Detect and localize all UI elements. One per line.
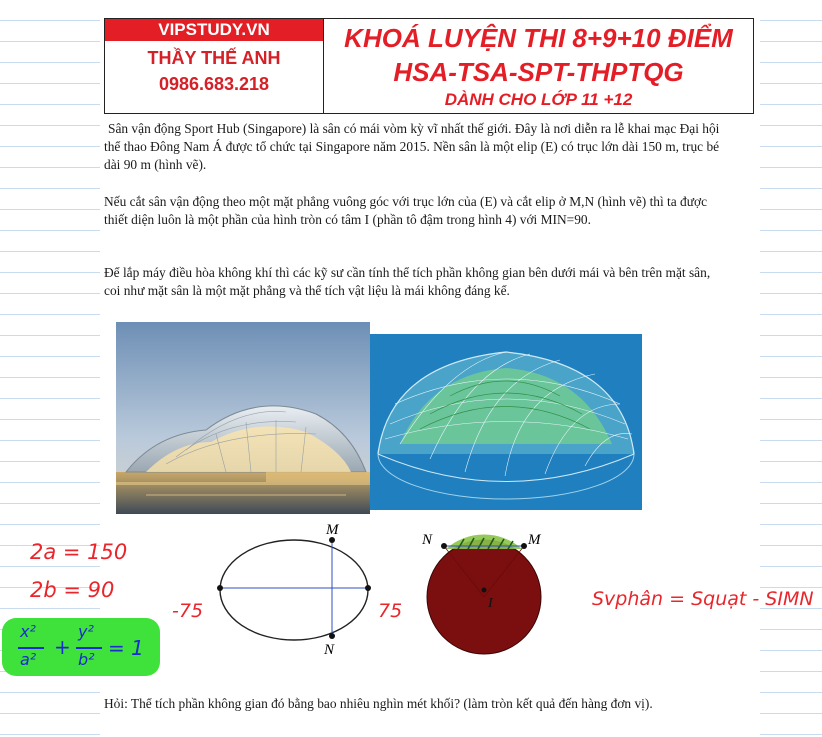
course-title: KHOÁ LUYỆN THI 8+9+10 ĐIỂM: [344, 23, 733, 53]
handwritten-minus-75: -75: [172, 600, 204, 622]
ellipse-figure: [206, 522, 386, 662]
course-exams: HSA-TSA-SPT-THPTQG: [393, 57, 684, 87]
eq-a2: a²: [20, 650, 37, 669]
phone-number: 0986.683.218: [158, 74, 270, 94]
circle-figure: [418, 524, 558, 664]
ellipse-label-n: N: [324, 642, 335, 658]
stadium-photo: [116, 322, 370, 514]
teacher-name: THẦY THẾ ANH: [147, 48, 281, 68]
handwritten-75: 75: [378, 600, 403, 622]
cross-section-paragraph: Nếu cắt sân vận động theo một mặt phẳng vuông góc với trục lớn của (E) và cắt elip ở M,N (hình vẽ) thì ta được thiết diện luôn là một phần của hình tròn có tâm I (phần tô đậm trong hình 4) với MIN=90.: [104, 194, 708, 227]
question-text: Hỏi: Thể tích phần không gian đó bằng bao nhiêu nghìn mét khối? (làm tròn kết quả đến hàng đơn vị).: [104, 696, 653, 711]
ellipse-equation-highlight: [2, 618, 160, 676]
circle-label-n: N: [422, 532, 433, 548]
course-title-box: [324, 19, 753, 113]
circle-label-i: I: [488, 596, 493, 611]
brand-box: [105, 19, 324, 113]
eq-rhs: = 1: [108, 636, 144, 660]
ellipse-label-m: M: [326, 522, 339, 538]
svg-text:+: +: [54, 635, 71, 659]
handwritten-area-formula: Svphân = Squạt - SIMN: [592, 588, 814, 610]
eq-b2: b²: [78, 650, 95, 669]
dome-structure-photo: [370, 334, 642, 510]
course-grade: DÀNH CHO LỚP 11 +12: [444, 90, 633, 109]
course-header: [104, 18, 754, 114]
handwritten-2b: 2b = 90: [30, 578, 115, 602]
intro-paragraph: Sân vận động Sport Hub (Singapore) là sân có mái vòm kỳ vĩ nhất thế giới. Đây là nơi diễn ra lễ khai mạc Đại hội thể thao Đông Nam Á được tổ chức tại Singapore năm 2015. Nền sân là một elip (E) có trục lớn dài 150 m, trục bé dài 90 m (hình vẽ).: [104, 121, 720, 172]
eq-x2: x²: [20, 622, 36, 641]
engineering-paragraph: Để lắp máy điều hòa không khí thì các kỹ sư cần tính thể tích phần không gian bên dưới mái và bên trên mặt sân, coi như mặt sân là một mặt phẳng và thể tích vật liệu là mái không đáng kể.: [104, 265, 711, 298]
handwritten-2a: 2a = 150: [30, 540, 128, 564]
site-name: VIPSTUDY.VN: [105, 19, 323, 41]
eq-y2: y²: [78, 622, 94, 641]
circle-label-m: M: [528, 532, 541, 548]
